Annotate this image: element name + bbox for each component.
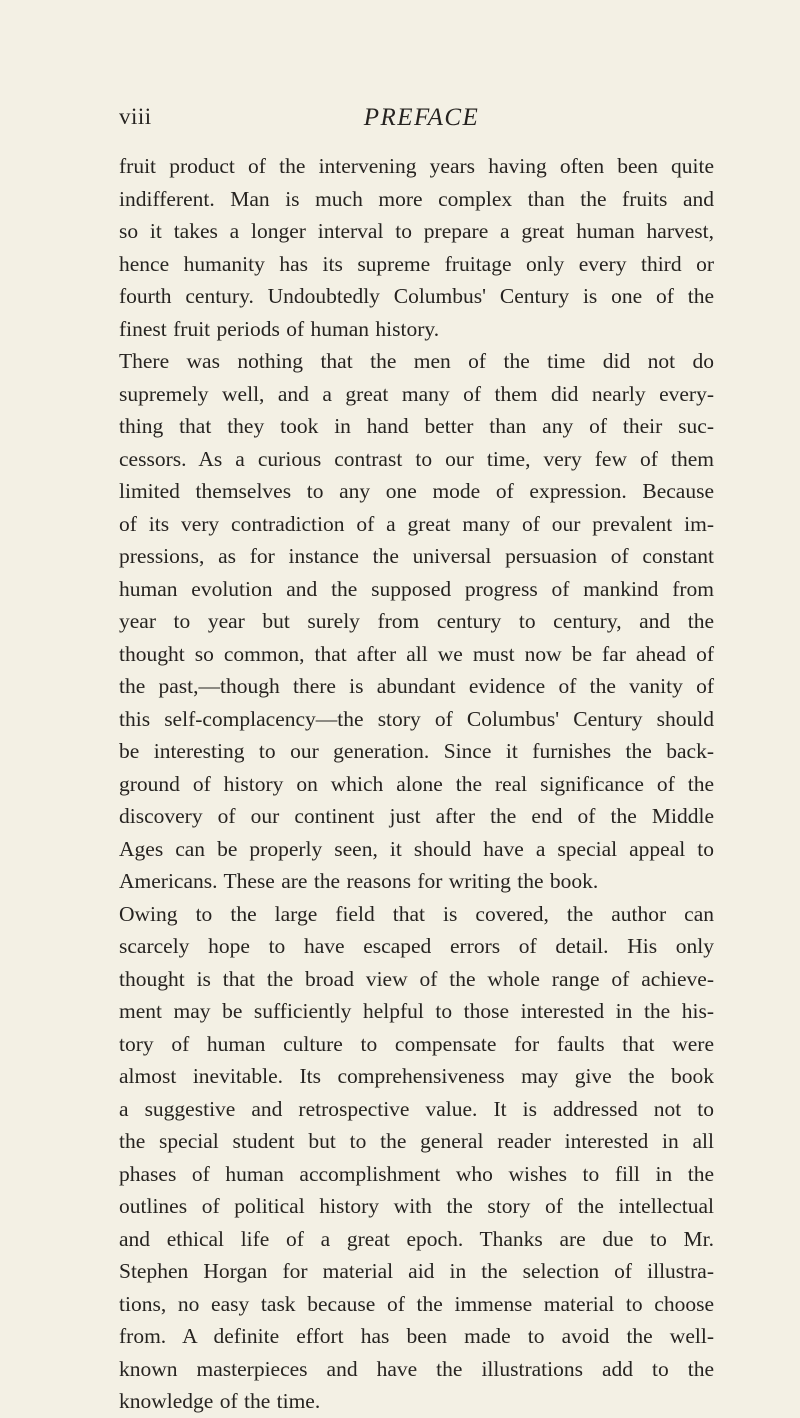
text-line: pressions, as for instance the universal persuasion of constant [119, 544, 714, 568]
text-line: be interesting to our generation. Since it furnishes the back- [119, 739, 714, 763]
text-line: ground of history on which alone the real significance of the [119, 771, 714, 796]
text-line: discovery of our continent just after the end of the Middle [119, 804, 714, 828]
text-line: of its very contradiction of a great many of our prevalent im- [119, 511, 714, 536]
text-line: Owing to the large field that is covered, the author can [119, 901, 714, 926]
text-line: the special student but to the general reader interested in all [119, 1129, 714, 1153]
text-line: this self-complacency—the story of Columbus' Century should [119, 706, 714, 731]
text-line: thought is that the broad view of the whole range of achieve- [119, 966, 714, 991]
text-line: Stephen Horgan for material aid in the selection of illustra- [119, 1259, 714, 1283]
text-line: cessors. As a curious contrast to our time, very few of them [119, 446, 714, 471]
text-line: finest fruit periods of human history. [119, 316, 440, 341]
text-line: so it takes a longer interval to prepare a great human harvest, [119, 219, 714, 243]
text-line: indifferent. Man is much more complex than the fruits and [119, 186, 714, 211]
text-line: thought so common, that after all we must now be far ahead of [119, 641, 714, 666]
text-line: outlines of political history with the story of the intellectual [119, 1194, 714, 1218]
text-line: phases of human accomplishment who wishes to fill in the [119, 1161, 714, 1186]
text-line: hence humanity has its supreme fruitage only every third or [119, 251, 714, 276]
preface-body [119, 150, 714, 1418]
text-line: limited themselves to any one mode of expression. Because [119, 479, 714, 503]
text-line: and ethical life of a great epoch. Thanks are due to Mr. [119, 1226, 714, 1251]
text-line: human evolution and the supposed progress of mankind from [119, 576, 714, 601]
text-line: Americans. These are the reasons for writing the book. [119, 869, 599, 893]
text-line: fruit product of the intervening years having often been quite [119, 154, 714, 178]
text-line: year to year but surely from century to century, and the [119, 609, 714, 633]
text-line: There was nothing that the men of the time did not do [119, 349, 714, 373]
text-line: scarcely hope to have escaped errors of detail. His only [119, 934, 714, 958]
text-line: knowledge of the time. [119, 1389, 321, 1413]
text-line: from. A definite effort has been made to avoid the well- [119, 1324, 714, 1348]
text-line: thing that they took in hand better than any of their suc- [119, 414, 714, 438]
text-line: supremely well, and a great many of them did nearly every- [119, 381, 714, 406]
text-line: almost inevitable. Its comprehensiveness may give the book [119, 1064, 714, 1088]
page-title: PREFACE [363, 104, 480, 131]
text-line: tions, no easy task because of the immense material to choose [119, 1291, 714, 1316]
running-head [119, 104, 714, 138]
text-line: fourth century. Undoubtedly Columbus' Century is one of the [119, 284, 714, 308]
text-line: known masterpieces and have the illustrations add to the [119, 1356, 714, 1381]
text-line: ment may be sufficiently helpful to those interested in the his- [119, 999, 714, 1023]
text-line: tory of human culture to compensate for faults that were [119, 1031, 714, 1056]
text-line: the past,—though there is abundant evidence of the vanity of [119, 674, 714, 698]
text-line: a suggestive and retrospective value. It is addressed not to [119, 1096, 714, 1121]
text-line: Ages can be properly seen, it should have a special appeal to [119, 836, 714, 861]
page-number: viii [119, 104, 152, 129]
